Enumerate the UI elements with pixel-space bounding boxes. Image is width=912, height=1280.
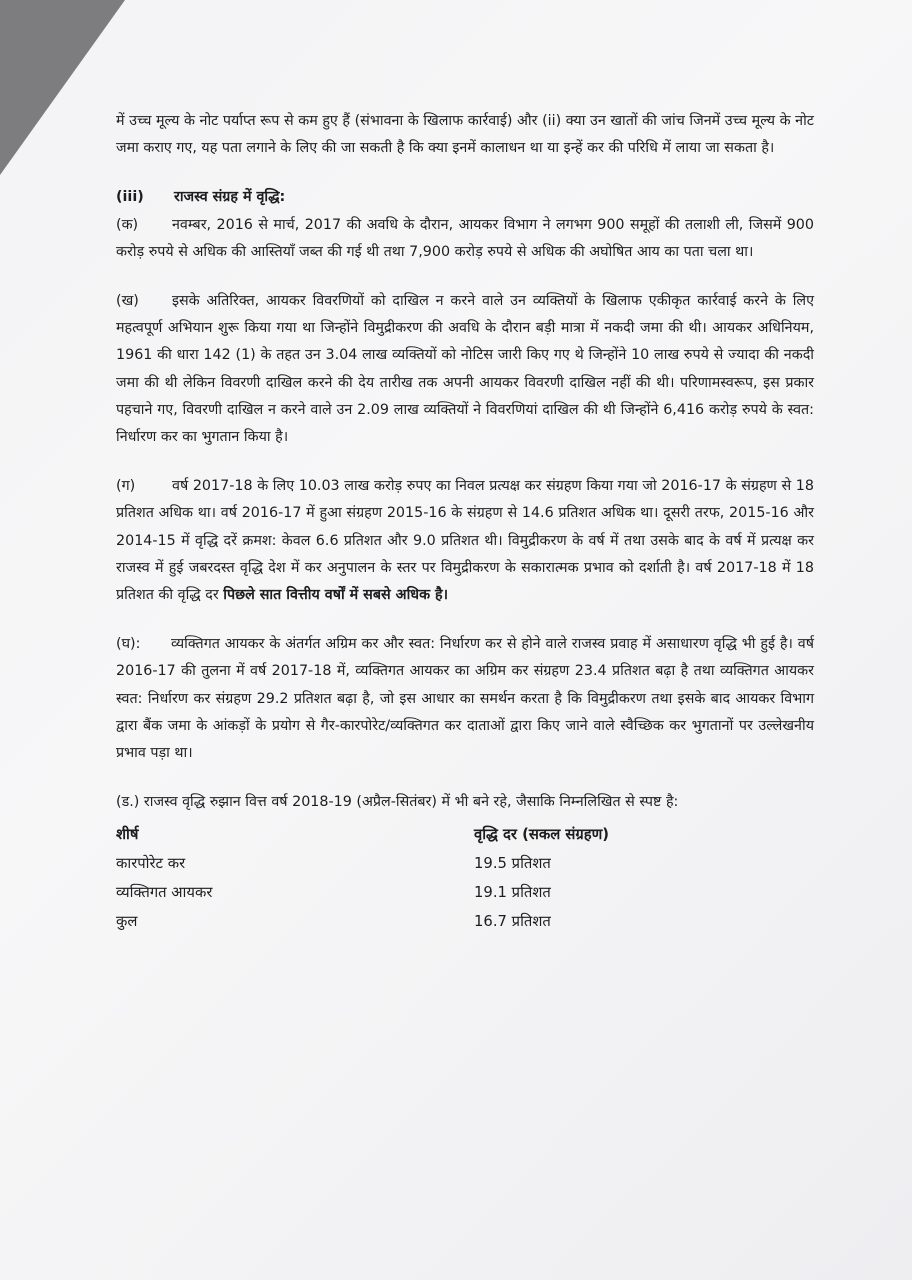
- folded-corner: [0, 0, 125, 175]
- paragraph-ka: [116, 212, 814, 266]
- intro-paragraph: में उच्च मूल्य के नोट पर्याप्त रूप से कम हुए हैं (संभावना के खिलाफ कार्रवाई) और (ii) क्या उन खातों की जांच जिनमें उच्च मूल्य के नोट जमा कराए गए, यह पता लगाने के लिए की जा सकती है कि क्या इनमें कालाधन था या इन्हें कर की परिधि में लाया जा सकता है।: [116, 113, 814, 157]
- table-header-head: शीर्ष: [116, 826, 139, 844]
- section-title: राजस्व संग्रह में वृद्धि:: [174, 189, 286, 206]
- table-cell-head: व्यक्तिगत आयकर: [116, 884, 213, 902]
- paragraph-nga: (ड.) राजस्व वृद्धि रुझान वित्त वर्ष 2018-19 (अप्रैल-सितंबर) में भी बने रहे, जैसाकि निम्नलिखित से स्पष्ट है:: [116, 794, 679, 811]
- table-cell-rate: 16.7 प्रतिशत: [474, 913, 551, 931]
- table-cell-rate: 19.1 प्रतिशत: [474, 884, 551, 902]
- table-cell-rate: 19.5 प्रतिशत: [474, 855, 551, 873]
- paragraph-gha-label: (घ):: [116, 636, 141, 653]
- paragraph-gha-text: व्यक्तिगत आयकर के अंतर्गत अग्रिम कर और स्वत: निर्धारण कर से होने वाले राजस्व प्रवाह में असाधारण वृद्धि भी हुई है। वर्ष 2016-17 की तुलना में वर्ष 2017-18 में, व्यक्तिगत आयकर का अग्रिम कर संग्रहण 23.4 प्रतिशत बढ़ा है तथा व्यक्तिगत आयकर स्वत: निर्धारण कर संग्रहण 29.2 प्रतिशत बढ़ा है, जो इस आधार का समर्थन करता है कि विमुद्रीकरण तथा इसके बाद आयकर विभाग द्वारा बैंक जमा के आंकड़ों के प्रयोग से गैर-कारपोरेट/व्यक्तिगत कर दाताओं द्वारा किए जाने वाले स्वैच्छिक कर भुगतानों पर उल्लेखनीय प्रभाव पड़ा था।: [116, 636, 814, 762]
- paragraph-ga-label: (ग): [116, 478, 136, 495]
- document-body: [116, 108, 814, 936]
- paragraph-kha-label: (ख): [116, 293, 139, 310]
- paragraph-kha-text: इसके अतिरिक्त, आयकर विवरणियों को दाखिल न करने वाले उन व्यक्तियों के खिलाफ एकीकृत कार्रवाई करने के लिए महत्वपूर्ण अभियान शुरू किया गया था जिन्होंने विमुद्रीकरण की अवधि के दौरान बड़ी मात्रा में नकदी जमा की थी। आयकर अधिनियम, 1961 की धारा 142 (1) के तहत उन 3.04 लाख व्यक्तियों को नोटिस जारी किए गए थे जिन्होंने 10 लाख रुपये से ज्यादा की नकदी जमा की थी लेकिन विवरणी दाखिल करने की देय तारीख तक अपनी आयकर विवरणी दाखिल नहीं की थी। परिणामस्वरूप, इस प्रकार पहचाने गए, विवरणी दाखिल न करने वाले उन 2.09 लाख व्यक्तियों ने विवरणियां दाखिल की थी जिन्होंने 6,416 करोड़ रुपये के स्वत: निर्धारण कर का भुगतान किया है।: [116, 293, 814, 446]
- paragraph-kha: [116, 288, 814, 451]
- paragraph-ga-emphasis: पिछले सात वित्तीय वर्षों में सबसे अधिक है।: [223, 587, 449, 604]
- section-heading: [116, 184, 814, 211]
- section-number: (iii): [116, 189, 144, 206]
- paragraph-ka-label: (क): [116, 216, 139, 233]
- table-cell-head: कारपोरेट कर: [116, 855, 186, 873]
- paragraph-ka-text: नवम्बर, 2016 से मार्च, 2017 की अवधि के दौरान, आयकर विभाग ने लगभग 900 समूहों की तलाशी ली, जिसमें 900 करोड़ रुपये से अधिक की आस्तियाँ जब्त की गई थी तथा 7,900 करोड़ रुपये से अधिक की अघोषित आय का पता चला था।: [116, 216, 814, 260]
- paragraph-ga: [116, 473, 814, 609]
- growth-table: [116, 820, 814, 936]
- paragraph-gha: [116, 631, 814, 767]
- table-cell-head: कुल: [116, 913, 138, 931]
- table-header-rate: वृद्धि दर (सकल संग्रहण): [474, 826, 610, 844]
- paragraph-ga-text: वर्ष 2017-18 के लिए 10.03 लाख करोड़ रुपए का निवल प्रत्यक्ष कर संग्रहण किया गया जो 2016-17 के संग्रहण से 18 प्रतिशत अधिक था। वर्ष 2016-17 में हुआ संग्रहण 2015-16 के संग्रहण से 14.6 प्रतिशत अधिक था। दूसरी तरफ, 2015-16 और 2014-15 में वृद्धि दरें क्रमश: केवल 6.6 प्रतिशत और 9.0 प्रतिशत थी। विमुद्रीकरण के वर्ष में तथा उसके बाद के वर्ष में प्रत्यक्ष कर राजस्व में हुई जबरदस्त वृद्धि देश में कर अनुपालन के स्तर पर विमुद्रीकरण के सकारात्मक प्रभाव को दर्शाती है। वर्ष 2017-18 में 18 प्रतिशत की वृद्धि दर: [116, 478, 814, 604]
